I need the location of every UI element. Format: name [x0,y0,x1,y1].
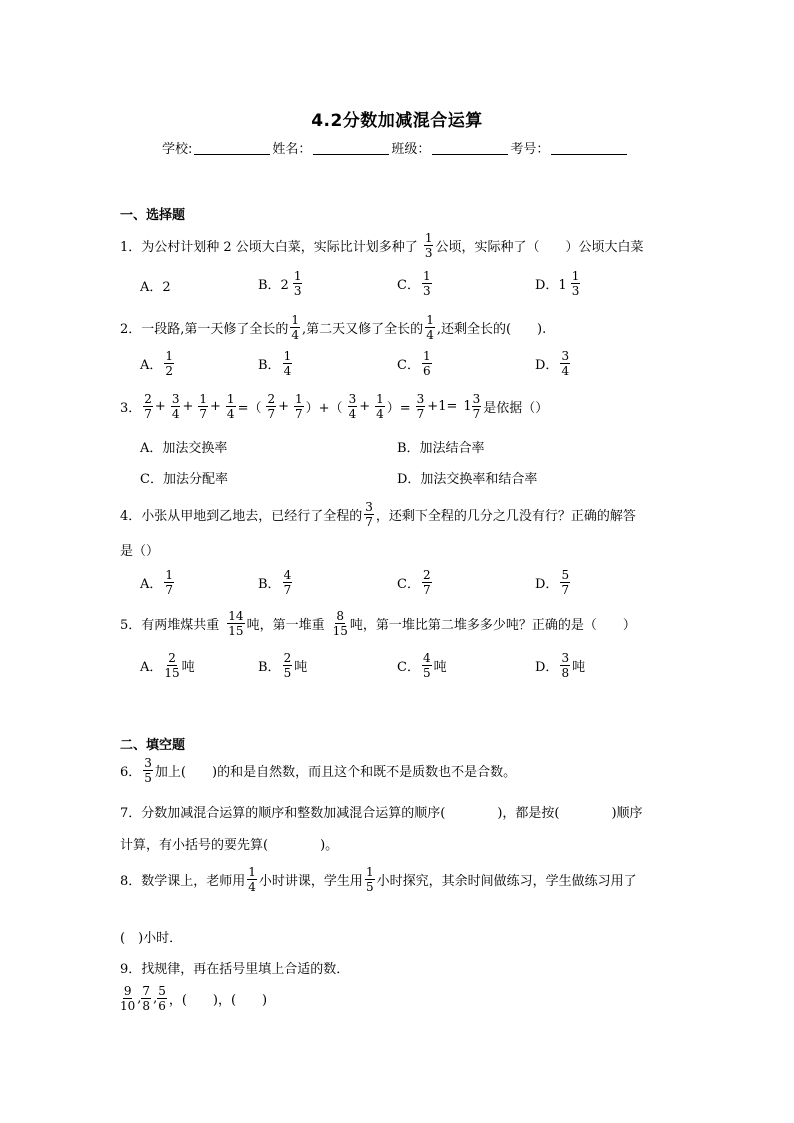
name-blank[interactable] [313,141,389,155]
number-blank[interactable] [551,141,627,155]
q4-option-c[interactable]: C． $\frac{2}{7}$ [397,568,431,597]
q2-option-b[interactable]: B． $\frac{1}{4}$ [258,349,292,378]
school-blank[interactable] [194,141,270,155]
question-2: 2．一段路,第一天修了全长的 $\frac{1}{4}$ ,第二天又修了全长的 $\frac{1}{4}$ ,还剩全长的( ). [120,313,547,342]
q2-option-c[interactable]: C． $\frac{1}{6}$ [397,349,431,378]
name-label: 姓名： [272,142,312,157]
question-4-cont: 是（） [120,544,160,559]
question-5: 5．有两堆煤共重 $\frac{14}{15}$ 吨，第一堆重 $\frac{8}{15}$ 吨，第一堆比第二堆多多少吨？正确的是（ ） [120,609,636,638]
school-label: 学校: [162,142,193,157]
q1-text-b: 公顷，实际种了（ ）公顷大白菜 [435,240,644,255]
class-label: 班级： [391,142,431,157]
q2-option-d[interactable]: D． $\frac{3}{4}$ [535,349,570,378]
q3-option-a[interactable]: A．加法交换率 [140,441,228,456]
question-3: 3． $\frac{2}{7}$ + $\frac{3}{4}$ + $\frac{1}{7}$ + $\frac{1}{4}$ =（ $\frac{2}{7}$ + $\frac{1}{7}$ ）+（ $\frac{3}{4}$ + $\frac{1}{4}$ ）= $\frac{3}{7}$ +1= 1 $\frac{3}{7}$ 是依据（） [120,392,549,421]
q5-option-c[interactable]: C． $\frac{4}{5}$ 吨 [397,651,447,680]
q1-option-d[interactable]: D．1 $\frac{1}{3}$ [535,269,580,298]
class-blank[interactable] [432,141,508,155]
question-7-line-1: 7．分数加减混合运算的顺序和整数加减混合运算的顺序( )，都是按( )顺序 [120,806,643,821]
q1-fraction: $\frac{1}{3}$ [424,231,433,260]
q1-text-a: 1．为公村计划种 2 公顷大白菜，实际比计划多种了 [120,240,418,255]
question-4: 4．小张从甲地到乙地去，已经行了全程的 $\frac{3}{7}$ ，还剩下全程的几分之几没有行？正确的解答 [120,500,636,529]
section-fill-heading: 二、填空题 [120,738,186,753]
q3-option-c[interactable]: C．加法分配率 [140,472,228,487]
q5-option-d[interactable]: D． $\frac{3}{8}$ 吨 [535,651,586,680]
q1-option-a[interactable]: A．2 [140,280,171,295]
q4-option-b[interactable]: B． $\frac{4}{7}$ [258,568,292,597]
page-title: 4.2分数加减混合运算 [311,111,483,131]
q4-option-a[interactable]: A． $\frac{1}{7}$ [140,568,174,597]
question-7-line-2: 计算，有小括号的要先算( )。 [120,838,339,853]
question-9-sequence: $\frac{9}{10}$ , $\frac{7}{8}$ , $\frac{5}{6}$ ，( )，( ) [120,984,268,1013]
q1-option-c[interactable]: C． $\frac{1}{3}$ [397,269,431,298]
q2-option-a[interactable]: A． $\frac{1}{2}$ [140,349,174,378]
q3-option-d[interactable]: D．加法交换率和结合率 [397,472,538,487]
question-6: 6． $\frac{3}{5}$ 加上( )的和是自然数，而且这个和既不是质数也不是合数。 [120,756,517,785]
student-info-line [162,138,629,157]
question-8: 8．数学课上，老师用 $\frac{1}{4}$ 小时讲课，学生用 $\frac{1}{5}$ 小时探究，其余时间做练习，学生做练习用了 [120,865,637,894]
number-label: 考号： [510,142,550,157]
q1-option-b[interactable]: B．2 $\frac{1}{3}$ [258,269,302,298]
q4-option-d[interactable]: D． $\frac{5}{7}$ [535,568,570,597]
section-choice-heading: 一、选择题 [120,208,186,223]
question-1 [120,232,643,259]
q5-option-b[interactable]: B． $\frac{2}{5}$ 吨 [258,651,308,680]
question-8-line-2: ( )小时． [120,931,183,946]
question-9: 9．找规律，再在括号里填上合适的数． [120,962,350,977]
q5-option-a[interactable]: A． $\frac{2}{15}$ 吨 [140,651,195,680]
q3-option-b[interactable]: B．加法结合率 [397,441,485,456]
